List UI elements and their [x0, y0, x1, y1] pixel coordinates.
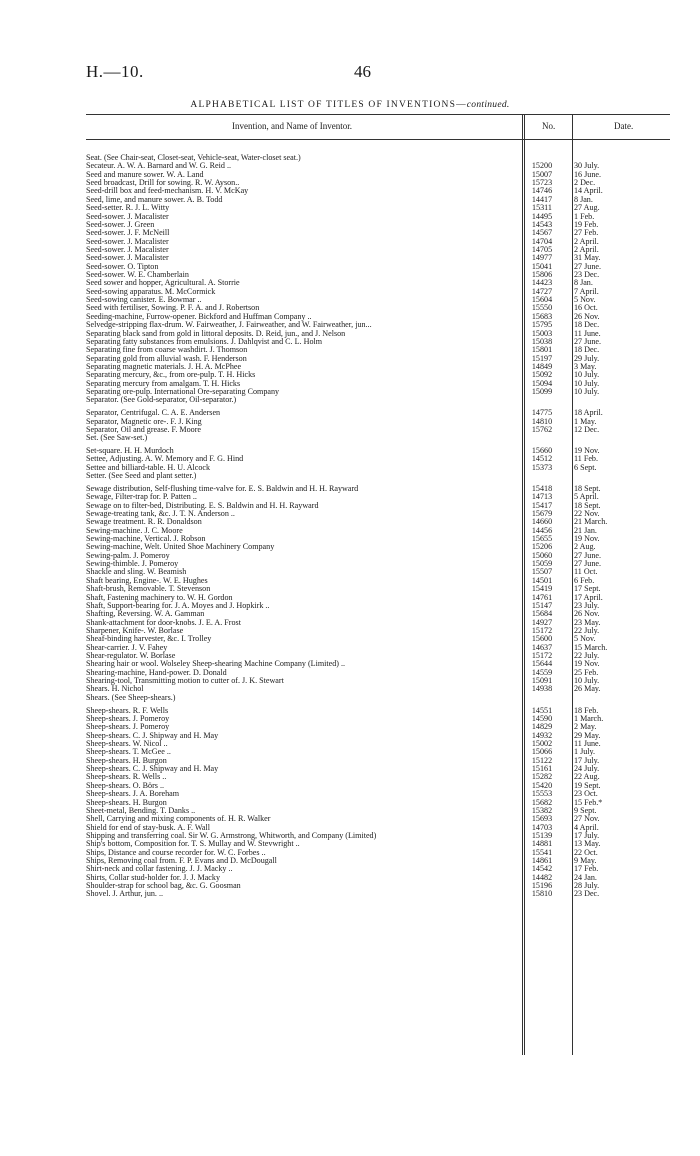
invention-title: Sheep-shears. J. Pomeroy	[86, 723, 170, 732]
invention-title: Shearing-tool, Transmitting motion to cutter of. J. K. Stewart	[86, 677, 284, 686]
patent-date: 19 Nov.	[574, 659, 600, 669]
table-row	[86, 426, 670, 434]
patent-number: 15092	[531, 370, 553, 380]
invention-title: Sheep-shears. J. Pomeroy	[86, 714, 170, 723]
patent-number: 14829	[531, 722, 553, 732]
patent-number: 14637	[531, 642, 553, 652]
list-title-continued: continued.	[466, 100, 510, 110]
invention-title: Shackle and sling. W. Beamish	[86, 568, 187, 577]
invention-title: Shovel. J. Arthur, jun. ..	[86, 890, 164, 899]
invention-title: Separating black sand from gold in littoral deposits. D. Reid, jun., and J. Nelson	[86, 329, 346, 338]
patent-number: 15139	[531, 830, 553, 840]
patent-number: 15810	[531, 889, 553, 899]
patent-date: 27 June.	[574, 261, 601, 271]
invention-title: Sheep-shears. H. Burgon	[86, 798, 167, 807]
invention-title: Seed broadcast, Drill for sowing. R. W. Ayson..	[86, 179, 240, 188]
patent-number: 14938	[531, 684, 553, 694]
patent-date: 19 Nov.	[574, 533, 600, 543]
patent-number: 14775	[531, 408, 553, 418]
patent-number: 15197	[531, 353, 553, 363]
invention-title: Selvedge-stripping flax-drum. W. Fairweather, J. Fairweather, and W. Fairweather, jun...	[86, 321, 372, 330]
invention-title: Sheep-shears. O. Börs ..	[86, 781, 165, 790]
patent-date: 26 Nov.	[574, 311, 600, 321]
patent-date: 16 Oct.	[574, 303, 598, 313]
patent-number: 14495	[531, 211, 553, 221]
patent-number: 14417	[531, 194, 553, 204]
patent-date: 5 Nov.	[574, 634, 596, 644]
patent-date: 11 Oct.	[574, 567, 598, 577]
patent-number: 15059	[531, 559, 553, 569]
invention-title: Seed-sower. J. Macalister	[86, 237, 169, 246]
patent-date: 2 Dec.	[574, 178, 596, 188]
patent-date: 22 Nov.	[574, 508, 600, 518]
patent-date: 18 Sept.	[574, 483, 601, 493]
table-row	[86, 890, 670, 898]
invention-title: Separating mercury, &c., from ore-pulp. T. H. Hicks	[86, 371, 256, 380]
table-row	[86, 694, 670, 702]
patent-date: 17 July.	[574, 755, 600, 765]
patent-date: 18 Feb.	[574, 705, 599, 715]
patent-number: 15679	[531, 508, 553, 518]
patent-date: 17 April.	[574, 592, 603, 602]
patent-number: 15172	[531, 625, 553, 635]
patent-date: 31 May.	[574, 253, 601, 263]
patent-date: 15 March.	[574, 642, 608, 652]
patent-date: 10 July.	[574, 387, 600, 397]
patent-number: 15693	[531, 814, 553, 824]
patent-date: 25 Feb.	[574, 667, 599, 677]
invention-title: Seed-sowing canister. E. Bowmar ..	[86, 296, 202, 305]
patent-date: 2 April.	[574, 244, 599, 254]
patent-number: 15038	[531, 336, 553, 346]
patent-number: 14810	[531, 416, 553, 426]
patent-number: 15373	[531, 462, 553, 472]
patent-number: 15196	[531, 881, 553, 891]
patent-number: 15507	[531, 567, 553, 577]
invention-title: Seed-sowing apparatus. M. McCormick	[86, 287, 216, 296]
list-title-text: ALPHABETICAL LIST OF TITLES OF INVENTIONS—	[190, 100, 467, 110]
patent-number: 14567	[531, 228, 553, 238]
patent-date: 17 Sept.	[574, 584, 601, 594]
patent-number: 14705	[531, 244, 553, 254]
patent-number: 15684	[531, 609, 553, 619]
invention-title: Sharpener, Knife-. W. Borlase	[86, 626, 184, 635]
patent-date: 11 June.	[574, 739, 601, 748]
patent-date: 21 Jan.	[574, 525, 597, 535]
invention-title: Shears. H. Nichol	[86, 685, 144, 694]
table-row	[86, 388, 670, 396]
patent-number: 15600	[531, 634, 553, 644]
invention-title: Separating gold from alluvial wash. F. Henderson	[86, 354, 247, 363]
invention-title: Seed-sower. J. Macalister	[86, 212, 169, 221]
patent-date: 10 July.	[574, 378, 600, 388]
patent-date: 8 Jan.	[574, 278, 593, 288]
patent-number: 15655	[531, 533, 553, 543]
patent-date: 1 May.	[574, 416, 597, 426]
patent-number: 15417	[531, 500, 553, 510]
invention-title: Sheep-shears. H. Burgon	[86, 756, 167, 765]
invention-title: Sheaf-binding harvester, &c. I. Trolley	[86, 635, 212, 644]
invention-title: Separator, Centrifugal. C. A. E. Andersen	[86, 409, 221, 418]
invention-title: Seed-sower. J. F. McNeill	[86, 229, 170, 238]
patent-date: 23 Dec.	[574, 270, 600, 280]
patent-date: 12 Dec.	[574, 424, 600, 434]
patent-number: 15550	[531, 303, 553, 313]
invention-title: Shaft-brush, Removable. T. Stevenson	[86, 585, 211, 594]
patent-date: 29 May.	[574, 730, 601, 740]
patent-date: 18 April.	[574, 408, 603, 418]
invention-title: Separating fatty substances from emulsions. J. Dahlqvist and C. L. Holm	[86, 337, 323, 346]
patent-number: 15003	[531, 328, 553, 338]
patent-number: 15553	[531, 789, 553, 799]
invention-title: Shearing-machine, Hand-power. D. Donald	[86, 668, 227, 677]
invention-title: Sheep-shears. T. McGee ..	[86, 748, 171, 757]
patent-date: 19 Nov.	[574, 446, 600, 455]
invention-title: Set-square. H. H. Murdoch	[86, 447, 174, 455]
column-header-invention: Invention, and Name of Inventor.	[232, 121, 352, 131]
table-row	[86, 464, 670, 472]
inventions-list	[86, 154, 670, 899]
patent-date: 13 May.	[574, 839, 601, 849]
invention-title: Shear-carrier. J. V. Fahey	[86, 643, 168, 652]
patent-date: 10 July.	[574, 676, 600, 686]
invention-title: Sewing-machine, Vertical. J. Robson	[86, 534, 206, 543]
patent-date: 29 July.	[574, 353, 600, 363]
patent-date: 4 April.	[574, 822, 599, 832]
patent-date: 26 May.	[574, 684, 601, 694]
invention-title: Shaft bearing, Engine-. W. E. Hughes	[86, 576, 208, 585]
patent-number: 15801	[531, 345, 553, 355]
table-row	[86, 472, 670, 480]
patent-date: 18 Sept.	[574, 500, 601, 510]
invention-title: Shank-attachment for door-knobs. J. E. A. Frost	[86, 618, 241, 627]
patent-date: 27 Aug.	[574, 203, 600, 213]
patent-number: 15418	[531, 483, 553, 493]
patent-date: 27 Nov.	[574, 814, 600, 824]
patent-number: 14977	[531, 253, 553, 263]
patent-number: 14704	[531, 236, 553, 246]
invention-title: Seed-sower. J. Macalister	[86, 245, 169, 254]
patent-date: 27 Feb.	[574, 228, 599, 238]
patent-number: 15419	[531, 584, 553, 594]
patent-date: 5 Nov.	[574, 295, 596, 305]
patent-number: 15002	[531, 739, 553, 748]
patent-date: 23 Oct.	[574, 789, 598, 799]
patent-date: 2 April.	[574, 236, 599, 246]
invention-title: Seed, lime, and manure sower. A. B. Todd	[86, 195, 223, 204]
patent-number: 14542	[531, 864, 553, 874]
patent-number: 15382	[531, 805, 553, 815]
patent-date: 3 May.	[574, 361, 597, 371]
invention-title: Sewage treatment. R. R. Donaldson	[86, 518, 202, 527]
patent-date: 22 July.	[574, 651, 600, 661]
invention-title: Shoulder-strap for school bag, &c. G. Goosman	[86, 882, 241, 891]
patent-date: 15 Feb.*	[574, 797, 603, 807]
patent-number: 14713	[531, 492, 553, 502]
patent-number: 15200	[531, 161, 553, 171]
invention-title: Separator, Oil and grease. F. Moore	[86, 425, 202, 434]
invention-title: Seeding-machine, Furrow-opener. Bickford and Huffman Company ..	[86, 312, 312, 321]
patent-number: 14512	[531, 454, 553, 464]
invention-title: Seed-sower. J. Green	[86, 220, 155, 229]
patent-number: 15161	[531, 764, 553, 774]
patent-number: 14727	[531, 286, 553, 296]
patent-number: 15604	[531, 295, 553, 305]
invention-title: Sewage-treating tank, &c. J. T. N. Anderson ..	[86, 509, 235, 518]
table-row	[86, 434, 670, 442]
patent-number: 15282	[531, 772, 553, 782]
patent-date: 11 June.	[574, 328, 601, 338]
patent-date: 30 July.	[574, 161, 600, 171]
invention-title: Shaft, Fastening machinery to. W. H. Gordon	[86, 593, 233, 602]
invention-title: Sheep-shears. R. F. Wells	[86, 706, 169, 715]
patent-number: 15420	[531, 780, 553, 790]
invention-title: Ship's bottom, Composition for. T. S. Mullay and W. Stevwright ..	[86, 840, 300, 849]
patent-number: 14559	[531, 667, 553, 677]
invention-title: Shipping and transferring coal. Sir W. G. Armstrong, Whitworth, and Company (Limited)	[86, 831, 377, 840]
patent-number: 14456	[531, 525, 553, 535]
invention-title: Shafting, Reversing. W. A. Gamman	[86, 610, 205, 619]
patent-date: 27 June.	[574, 559, 601, 569]
invention-title: Shear-regulator. W. Borlase	[86, 652, 176, 661]
invention-title: Shears. (See Sheep-shears.)	[86, 693, 176, 702]
patent-number: 15066	[531, 747, 553, 757]
invention-title: Sheep-shears. R. Wells ..	[86, 773, 167, 782]
invention-title: Settee, Adjusting. A. W. Memory and F. G. Hind	[86, 455, 244, 464]
patent-date: 27 June.	[574, 336, 601, 346]
invention-title: Separator, Magnetic ore-. F. J. King	[86, 417, 202, 426]
patent-date: 23 July.	[574, 600, 600, 610]
patent-number: 15660	[531, 446, 553, 455]
page-number: 46	[354, 62, 371, 81]
invention-title: Seed and manure sower. W. A. Land	[86, 170, 204, 179]
patent-date: 26 Nov.	[574, 609, 600, 619]
invention-title: Sheet-metal, Bending. T. Danks ..	[86, 806, 196, 815]
invention-title: Settee and billiard-table. H. U. Alcock	[86, 463, 211, 472]
patent-number: 15007	[531, 169, 553, 179]
table-header-rule	[86, 139, 670, 140]
patent-number: 15723	[531, 178, 553, 188]
patent-date: 23 Dec.	[574, 889, 600, 899]
invention-title: Seed sower and hopper, Agricultural. A. Storrie	[86, 279, 240, 288]
patent-number: 15206	[531, 542, 553, 552]
invention-title: Separating fine from coarse washdirt. J. Thomson	[86, 346, 248, 355]
invention-title: Sheep-shears. W. Nicol ..	[86, 740, 168, 748]
patent-number: 14482	[531, 872, 553, 882]
patent-number: 15541	[531, 847, 553, 857]
patent-number: 15311	[532, 203, 552, 213]
patent-date: 6 Feb.	[574, 575, 595, 585]
invention-title: Sewage on to filter-bed, Distributing. E. S. Baldwin and H. H. Rayward	[86, 501, 319, 510]
patent-number: 15682	[531, 797, 553, 807]
patent-date: 8 Jan.	[574, 194, 593, 204]
patent-number: 14423	[531, 278, 553, 288]
patent-number: 14703	[531, 822, 553, 832]
patent-date: 23 May.	[574, 617, 601, 627]
invention-title: Shaft, Support-bearing for. J. A. Moyes and J. Hopkirk ..	[86, 601, 270, 610]
invention-title: Set. (See Saw-set.)	[86, 434, 148, 443]
patent-number: 14551	[531, 705, 553, 715]
patent-number: 15172	[531, 651, 553, 661]
column-header-no: No.	[542, 121, 556, 131]
patent-date: 7 April.	[574, 286, 599, 296]
patent-date: 14 April.	[574, 186, 603, 196]
patent-number: 14861	[531, 856, 553, 866]
patent-number: 15041	[531, 261, 553, 271]
patent-date: 17 Feb.	[574, 864, 599, 874]
invention-title: Sheep-shears. C. J. Shipway and H. May	[86, 765, 219, 774]
invention-title: Seed-sower. O. Tipton	[86, 262, 159, 271]
patent-date: 6 Sept.	[574, 462, 597, 472]
table-top-rule	[86, 114, 670, 115]
patent-number: 14590	[531, 713, 553, 723]
patent-number: 14761	[531, 592, 553, 602]
invention-title: Separating magnetic materials. J. H. A. McPhee	[86, 362, 242, 371]
invention-title: Sewing-palm. J. Pomeroy	[86, 551, 170, 560]
table-row	[86, 685, 670, 693]
patent-date: 22 Oct.	[574, 847, 598, 857]
patent-number: 15122	[531, 755, 553, 765]
table-row	[86, 396, 670, 404]
patent-number: 14932	[531, 730, 553, 740]
patent-date: 21 March.	[574, 517, 608, 527]
patent-number: 15683	[531, 311, 553, 321]
invention-title: Seed-sower. J. Macalister	[86, 254, 169, 263]
patent-number: 14881	[531, 839, 553, 849]
patent-number: 14746	[531, 186, 553, 196]
patent-date: 11 Feb.	[574, 454, 598, 464]
patent-date: 1 July.	[574, 747, 596, 757]
invention-title: Sewage distribution, Self-flushing time-valve for. E. S. Baldwin and H. H. Rayward	[86, 484, 359, 493]
invention-title: Seat. (See Chair-seat, Closet-seat, Vehicle-seat, Water-closet seat.)	[86, 154, 301, 162]
patent-number: 15060	[531, 550, 553, 560]
invention-title: Sheep-shears. J. A. Boreham	[86, 790, 180, 799]
patent-date: 2 May.	[574, 722, 597, 732]
patent-date: 9 May.	[574, 856, 597, 866]
patent-number: 15644	[531, 659, 553, 669]
invention-title: Sewage, Filter-trap for. P. Patten ..	[86, 493, 197, 502]
list-title	[0, 100, 700, 110]
patent-date: 5 April.	[574, 492, 599, 502]
invention-title: Sewing-thimble. J. Pomeroy	[86, 560, 179, 569]
patent-date: 27 June.	[574, 550, 601, 560]
invention-title: Sheep-shears. C. J. Shipway and H. May	[86, 731, 219, 740]
patent-date: 22 July.	[574, 625, 600, 635]
invention-title: Sewing-machine, Welt. United Shoe Machinery Company	[86, 543, 275, 552]
patent-number: 15147	[531, 600, 553, 610]
invention-title: Shearing hair or wool. Wolseley Sheep-shearing Machine Company (Limited) ..	[86, 660, 346, 669]
patent-date: 1 Feb.	[574, 211, 595, 221]
patent-date: 18 Dec.	[574, 320, 600, 330]
patent-date: 19 Feb.	[574, 219, 599, 229]
invention-title: Ships, Removing coal from. F. P. Evans and D. McDougall	[86, 857, 277, 866]
patent-date: 19 Sept.	[574, 780, 601, 790]
invention-title: Shield for end of stay-busk. A. F. Wall	[86, 823, 210, 832]
patent-number: 15094	[531, 378, 553, 388]
invention-title: Seed-drill box and feed-mechanism. H. V. McKay	[86, 187, 249, 196]
patent-number: 15795	[531, 320, 553, 330]
invention-title: Seed-sower. W. E. Chamberlain	[86, 271, 189, 280]
invention-title: Seed with fertiliser, Sowing. P. F. A. and J. Robertson	[86, 304, 260, 313]
invention-title: Separating ore-pulp. International Ore-separating Company	[86, 388, 280, 397]
patent-number: 14660	[531, 517, 553, 527]
invention-title: Secateur. A. W. A. Barnard and W. G. Reid ..	[86, 162, 231, 171]
patent-date: 24 July.	[574, 764, 600, 774]
patent-number: 14849	[531, 361, 553, 371]
invention-title: Sewing-machine. J. C. Moore	[86, 526, 183, 535]
patent-number: 15091	[531, 676, 553, 686]
patent-number: 14501	[531, 575, 553, 585]
invention-title: Seed-setter. R. J. L. Witty	[86, 204, 170, 213]
patent-number: 15806	[531, 270, 553, 280]
patent-date: 28 July.	[574, 881, 600, 891]
invention-title: Setter. (See Seed and plant setter.)	[86, 472, 197, 481]
column-header-date: Date.	[614, 121, 634, 131]
patent-date: 18 Dec.	[574, 345, 600, 355]
invention-title: Separating mercury from amalgam. T. H. Hicks	[86, 379, 241, 388]
patent-date: 16 June.	[574, 169, 601, 179]
invention-title: Shirt-neck and collar fastening. J. J. Macky ..	[86, 865, 233, 874]
patent-date: 1 March.	[574, 713, 604, 723]
patent-date: 24 Jan.	[574, 872, 597, 882]
invention-title: Shirts, Collar stud-holder for. J. J. Macky	[86, 873, 220, 882]
patent-date: 22 Aug.	[574, 772, 600, 782]
patent-number: 15762	[531, 424, 553, 434]
patent-date: 2 Aug.	[574, 542, 596, 552]
patent-number: 15099	[531, 387, 553, 397]
invention-title: Separator. (See Gold-separator, Oil-separator.)	[86, 396, 237, 405]
invention-title: Ships, Distance and course recorder for. W. C. Forbes ..	[86, 848, 266, 857]
patent-date: 17 July.	[574, 830, 600, 840]
patent-date: 10 July.	[574, 370, 600, 380]
patent-date: 9 Sept.	[574, 805, 597, 815]
patent-number: 14543	[531, 219, 553, 229]
invention-title: Shell, Carrying and mixing components of. H. R. Walker	[86, 815, 271, 824]
page-header-code: H.—10.	[86, 62, 144, 81]
patent-number: 14927	[531, 617, 553, 627]
